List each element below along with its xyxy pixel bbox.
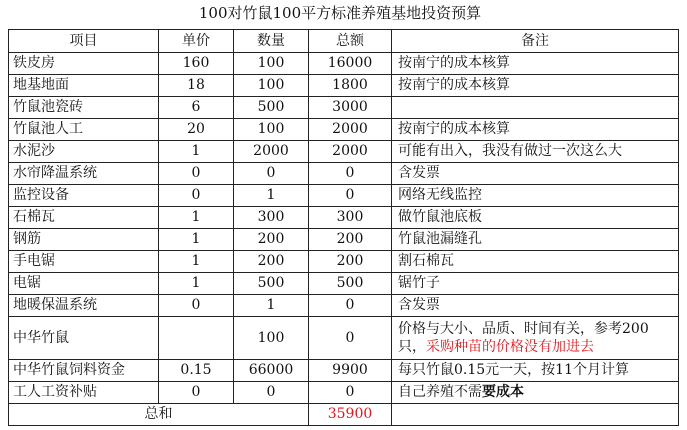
cell-qty: 300	[234, 207, 309, 229]
cell-note: 可能有出入，我没有做过一次这么大	[392, 141, 679, 163]
cell-qty: 1	[234, 295, 309, 317]
cell-price: 1	[159, 251, 234, 273]
cell-qty: 500	[234, 273, 309, 295]
cell-qty: 200	[234, 229, 309, 251]
cell-price: 6	[159, 97, 234, 119]
cell-total: 3000	[309, 97, 392, 119]
cell-total: 0	[309, 185, 392, 207]
cell-price: 1	[159, 273, 234, 295]
sum-label: 总和	[9, 404, 309, 426]
cell-item: 地基地面	[9, 75, 159, 97]
cell-item: 竹鼠池瓷砖	[9, 97, 159, 119]
cell-item: 地暖保温系统	[9, 295, 159, 317]
cell-price: 0	[159, 185, 234, 207]
sum-value: 35900	[309, 404, 392, 426]
rows-body	[9, 53, 679, 317]
cell-qty: 0	[234, 382, 309, 404]
cell-total: 0	[309, 295, 392, 317]
table-row	[9, 141, 679, 163]
note-text: 价格与大小、品质、时间有关，参考200只，	[398, 321, 649, 355]
cell-item: 手电锯	[9, 251, 159, 273]
cell-note: 按南宁的成本核算	[392, 119, 679, 141]
cell-price	[159, 317, 234, 360]
cell-note: 割石棉瓦	[392, 251, 679, 273]
cell-qty: 100	[234, 317, 309, 360]
cell-price: 0.15	[159, 360, 234, 382]
note-bold-text: 要成本	[482, 384, 524, 400]
cell-total: 500	[309, 273, 392, 295]
table-row	[9, 207, 679, 229]
table-row	[9, 229, 679, 251]
cell-total: 9900	[309, 360, 392, 382]
header-qty: 数量	[234, 30, 309, 53]
cell-total: 0	[309, 382, 392, 404]
header-note: 备注	[392, 30, 679, 53]
note-highlight: 采购种苗的价格没有加进去	[426, 339, 594, 355]
cell-note	[392, 97, 679, 119]
cell-note: 含发票	[392, 295, 679, 317]
cell-price: 0	[159, 295, 234, 317]
cell-item: 电锯	[9, 273, 159, 295]
cell-total: 1800	[309, 75, 392, 97]
cell-price: 1	[159, 141, 234, 163]
cell-total: 0	[309, 163, 392, 185]
table-row	[9, 53, 679, 75]
table-row	[9, 273, 679, 295]
cell-qty: 66000	[234, 360, 309, 382]
cell-qty: 0	[234, 163, 309, 185]
cell-item: 钢筋	[9, 229, 159, 251]
cell-item: 石棉瓦	[9, 207, 159, 229]
sum-row	[9, 404, 679, 426]
cell-total: 16000	[309, 53, 392, 75]
cell-item: 中华竹鼠饲料资金	[9, 360, 159, 382]
cell-note: 每只竹鼠0.15元一天，按11个月计算	[392, 360, 679, 382]
cell-item: 监控设备	[9, 185, 159, 207]
table-row	[9, 119, 679, 141]
cell-qty: 100	[234, 119, 309, 141]
cell-price: 160	[159, 53, 234, 75]
cell-qty: 1	[234, 185, 309, 207]
cell-note: 竹鼠池漏缝孔	[392, 229, 679, 251]
table-row	[9, 295, 679, 317]
table-row	[9, 317, 679, 360]
table-row	[9, 251, 679, 273]
header-price: 单价	[159, 30, 234, 53]
cell-price: 1	[159, 229, 234, 251]
budget-table	[8, 29, 679, 426]
cell-item: 水帘降温系统	[9, 163, 159, 185]
header-row	[9, 30, 679, 53]
note-text: 自己养殖不需	[398, 384, 482, 400]
table-row	[9, 97, 679, 119]
cell-total: 2000	[309, 119, 392, 141]
cell-qty: 500	[234, 97, 309, 119]
cell-qty: 100	[234, 53, 309, 75]
cell-total: 2000	[309, 141, 392, 163]
cell-price: 1	[159, 207, 234, 229]
table-row	[9, 163, 679, 185]
header-total: 总额	[309, 30, 392, 53]
header-item: 项目	[9, 30, 159, 53]
cell-note: 按南宁的成本核算	[392, 75, 679, 97]
cell-note: 做竹鼠池底板	[392, 207, 679, 229]
cell-item: 铁皮房	[9, 53, 159, 75]
cell-item: 竹鼠池人工	[9, 119, 159, 141]
cell-item: 工人工资补贴	[9, 382, 159, 404]
cell-total: 200	[309, 229, 392, 251]
cell-price: 0	[159, 163, 234, 185]
cell-note	[392, 317, 679, 360]
table-row	[9, 360, 679, 382]
cell-note: 锯竹子	[392, 273, 679, 295]
cell-note: 按南宁的成本核算	[392, 53, 679, 75]
cell-price: 20	[159, 119, 234, 141]
table-row	[9, 382, 679, 404]
cell-note	[392, 382, 679, 404]
cell-qty: 200	[234, 251, 309, 273]
cell-total: 200	[309, 251, 392, 273]
cell-price: 18	[159, 75, 234, 97]
sum-note-empty	[392, 404, 679, 426]
cell-total: 300	[309, 207, 392, 229]
cell-qty: 100	[234, 75, 309, 97]
cell-total: 0	[309, 317, 392, 360]
budget-sheet	[2, 2, 678, 426]
table-row	[9, 185, 679, 207]
cell-qty: 2000	[234, 141, 309, 163]
cell-item: 中华竹鼠	[9, 317, 159, 360]
cell-note: 网络无线监控	[392, 185, 679, 207]
cell-price: 0	[159, 382, 234, 404]
table-row	[9, 75, 679, 97]
cell-note: 含发票	[392, 163, 679, 185]
sheet-title: 100对竹鼠100平方标准养殖基地投资预算	[198, 4, 482, 22]
cell-item: 水泥沙	[9, 141, 159, 163]
